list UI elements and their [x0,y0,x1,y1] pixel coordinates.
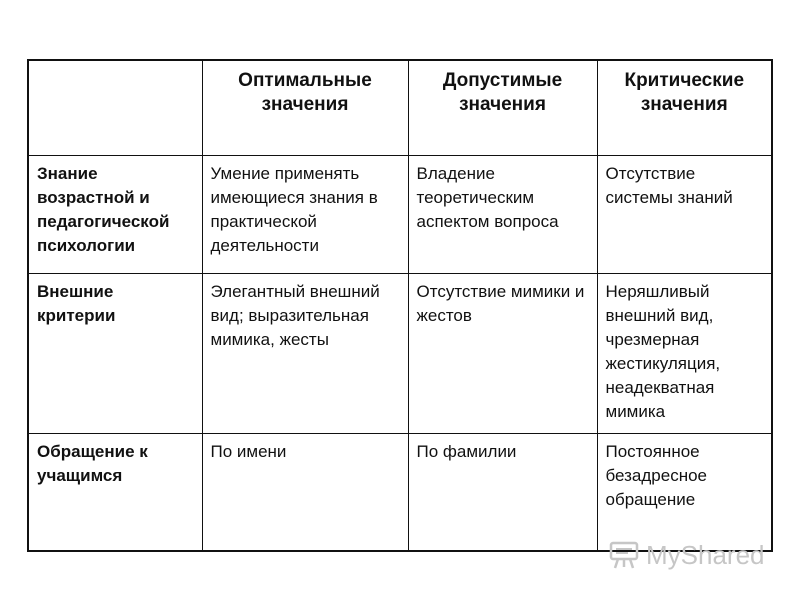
row-criterion-cell: Обращение к учащимся [28,433,202,551]
header-cell-empty [28,60,202,155]
critical-cell: Неряшливый внешний вид, чрезмерная жестикуляция, неадекватная мимика [597,273,772,433]
header-cell-optimal: Оптимальные значения [202,60,408,155]
table-row [28,433,772,551]
acceptable-cell: По фамилии [408,433,597,551]
acceptable-cell: Владение теоретическим аспектом вопроса [408,155,597,273]
header-cell-acceptable: Допустимые значения [408,60,597,155]
critical-cell: Постоянное безадресное обращение [597,433,772,551]
optimal-cell: По имени [202,433,408,551]
watermark-text: MyShared [646,539,765,570]
row-criterion-cell: Знание возрастной и педагогической психологии [28,155,202,273]
criteria-table [27,59,773,552]
acceptable-cell: Отсутствие мимики и жестов [408,273,597,433]
table-row [28,155,772,273]
row-criterion-cell: Внешние критерии [28,273,202,433]
critical-cell: Отсутствие системы знаний [597,155,772,273]
table-header-row [28,60,772,155]
optimal-cell: Элегантный внешний вид; выразительная мимика, жесты [202,273,408,433]
presentation-board-icon [608,539,640,571]
myshared-watermark [608,537,765,573]
optimal-cell: Умение применять имеющиеся знания в практической деятельности [202,155,408,273]
table-row [28,273,772,433]
header-cell-critical: Критические значения [597,60,772,155]
